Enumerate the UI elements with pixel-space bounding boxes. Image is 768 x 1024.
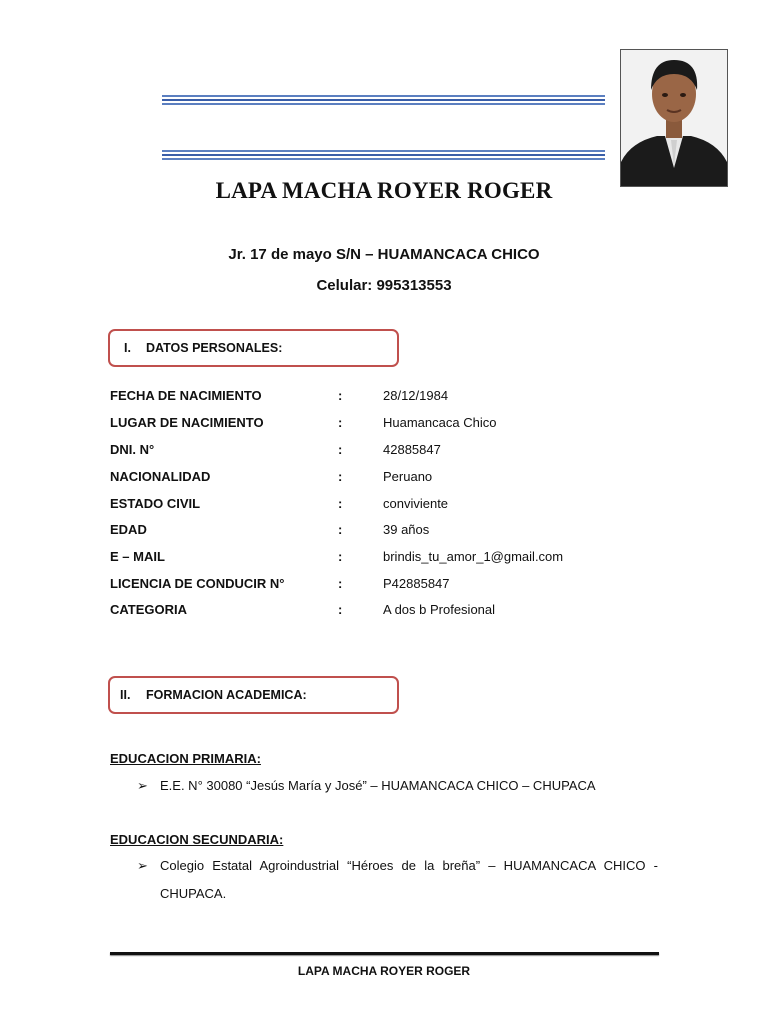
- secondary-school-line1: Colegio Estatal Agroindustrial “Héroes de la breña” – HUAMANCACA CHICO -: [160, 858, 658, 873]
- header-rule-top: [162, 95, 605, 107]
- row-separator: :: [338, 388, 343, 403]
- section-title: FORMACION ACADEMICA:: [146, 688, 307, 702]
- person-portrait-icon: [621, 50, 727, 186]
- row-separator: :: [338, 576, 343, 591]
- profile-photo: [620, 49, 728, 187]
- row-label: DNI. N°: [110, 442, 155, 457]
- row-label: FECHA DE NACIMIENTO: [110, 388, 262, 403]
- email-value: brindis_tu_amor_1@gmail.com: [383, 549, 564, 564]
- row-separator: :: [338, 522, 343, 537]
- personal-row: [110, 522, 670, 542]
- row-label: CATEGORIA: [110, 602, 188, 617]
- row-separator: :: [338, 602, 343, 617]
- bullet-arrow-icon: ➢: [137, 858, 148, 873]
- row-value: Peruano: [383, 469, 433, 484]
- section-title: DATOS PERSONALES:: [146, 341, 283, 355]
- section-personal-data-box: [108, 329, 399, 367]
- row-value: 42885847: [383, 442, 441, 457]
- section-academic-box: [108, 676, 399, 714]
- row-value: conviviente: [383, 496, 449, 511]
- footer-name: LAPA MACHA ROYER ROGER: [297, 964, 471, 978]
- personal-row: [110, 388, 670, 408]
- personal-row: [110, 576, 670, 596]
- row-value: Huamancaca Chico: [383, 415, 497, 430]
- secondary-heading: EDUCACION SECUNDARIA:: [110, 832, 284, 847]
- header-rule-bottom: [162, 150, 605, 162]
- footer-rule: [110, 952, 659, 955]
- row-label: LICENCIA DE CONDUCIR N°: [110, 576, 285, 591]
- personal-row: [110, 442, 670, 462]
- row-separator: :: [338, 469, 343, 484]
- personal-row: [110, 602, 670, 622]
- primary-heading: EDUCACION PRIMARIA:: [110, 751, 261, 766]
- row-separator: :: [338, 415, 343, 430]
- row-separator: :: [338, 442, 343, 457]
- personal-row: [110, 496, 670, 516]
- row-label: NACIONALIDAD: [110, 469, 211, 484]
- row-label: EDAD: [110, 522, 147, 537]
- primary-school: E.E. N° 30080 “Jesús María y José” – HUAMANCACA CHICO – CHUPACA: [160, 778, 596, 793]
- address: Jr. 17 de mayo S/N – HUAMANCACA CHICO: [228, 246, 540, 263]
- row-label: ESTADO CIVIL: [110, 496, 201, 511]
- personal-row: [110, 549, 670, 569]
- personal-row: [110, 415, 670, 435]
- candidate-name: LAPA MACHA ROYER ROGER: [215, 178, 553, 203]
- row-value: A dos b Profesional: [383, 602, 496, 617]
- phone: Celular: 995313553: [316, 277, 452, 294]
- section-number: I.: [124, 341, 131, 355]
- section-number: II.: [120, 688, 131, 702]
- row-value: P42885847: [383, 576, 450, 591]
- personal-row: [110, 469, 670, 489]
- row-label: LUGAR DE NACIMIENTO: [110, 415, 264, 430]
- row-value: 39 años: [383, 522, 430, 537]
- row-label: E – MAIL: [110, 549, 165, 564]
- row-separator: :: [338, 496, 343, 511]
- row-separator: :: [338, 549, 343, 564]
- secondary-school-line2: CHUPACA.: [160, 886, 227, 901]
- bullet-arrow-icon: ➢: [137, 778, 148, 793]
- row-value: 28/12/1984: [383, 388, 449, 403]
